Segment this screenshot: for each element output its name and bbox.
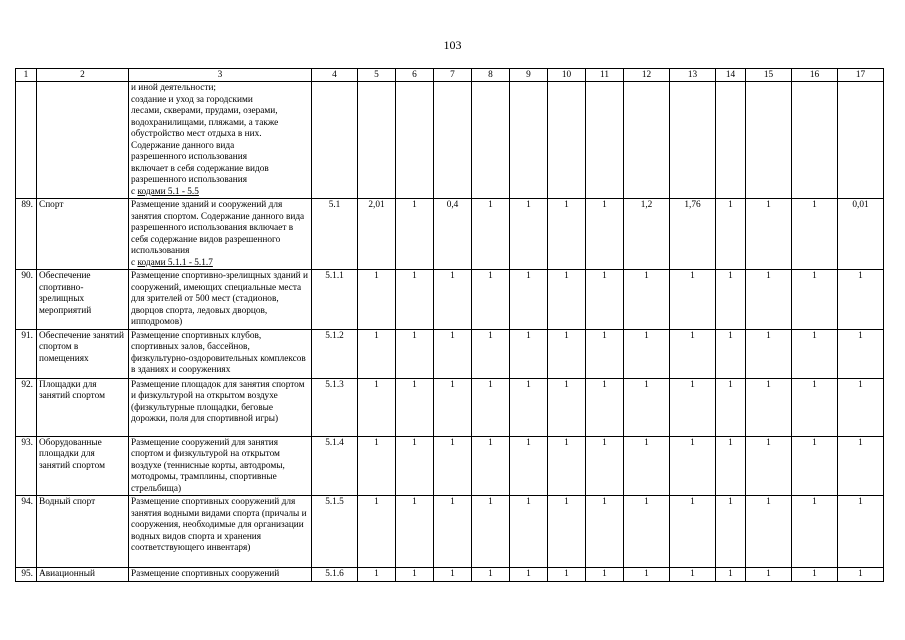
cell-value-col-14: 1: [716, 436, 746, 496]
description-line: включает в себя содержание видов: [131, 163, 269, 174]
cell-value-col-14: 1: [716, 496, 746, 568]
header-cell-9: 9: [510, 69, 548, 82]
description-line: разрешенного использования: [131, 175, 248, 185]
cell-description: [129, 568, 312, 582]
cell-value-col-10: 1: [548, 329, 586, 378]
header-cell-3: 3: [129, 69, 312, 82]
cell-value-col-16: 1: [792, 378, 838, 436]
cell-value-col-8: 1: [472, 436, 510, 496]
cell-name: Оборудованные площадки для занятий спортом: [37, 436, 129, 496]
header-cell-8: 8: [472, 69, 510, 82]
description-line: создание и уход за городскими: [131, 94, 253, 105]
cell-code: 5.1.6: [312, 568, 358, 582]
cell-value-col-15: 1: [746, 199, 792, 270]
cell-value-col-14: 1: [716, 568, 746, 582]
cell-value-col-17: 1: [838, 378, 884, 436]
header-cell-14: 14: [716, 69, 746, 82]
cell-value-col-5: 2,01: [358, 199, 396, 270]
cell-value-col-11: 1: [586, 378, 624, 436]
description-text: Размещение сооружений для занятия спортом и физкультурой на открытом воздухе (теннисные корты, автодромы, мотодромы, трамплины, спортивные стрельбища): [131, 437, 285, 494]
header-cell-13: 13: [670, 69, 716, 82]
cell-value-col-11: 1: [586, 496, 624, 568]
cell-value-col-8: 1: [472, 270, 510, 330]
cell-value-col-17: 1: [838, 496, 884, 568]
cell-code: 5.1.3: [312, 378, 358, 436]
cell-value-col-8: 1: [472, 378, 510, 436]
cell-value-col-10: 1: [548, 496, 586, 568]
cell-value-col-6: 1: [396, 329, 434, 378]
description-link-prefix: с: [131, 186, 138, 197]
cell-value-col-8: 1: [472, 199, 510, 270]
header-cell-2: 2: [37, 69, 129, 82]
cell-value-col-16: 1: [792, 496, 838, 568]
cell-value-col-11: 1: [586, 329, 624, 378]
table-row: [16, 436, 884, 496]
cell-name: Авиационный: [37, 568, 129, 582]
header-cell-12: 12: [624, 69, 670, 82]
cell-value-col-6: 1: [396, 378, 434, 436]
header-cell-17: 17: [838, 69, 884, 82]
cell-value-col-17: 0,01: [838, 199, 884, 270]
description-text: Размещение спортивных клубов, спортивных залов, бассейнов, физкультурно-оздоровительных комплексов в зданиях и сооружениях: [131, 330, 306, 375]
cell-value-col-15: 1: [746, 329, 792, 378]
cell-name: Площадки для занятий спортом: [37, 378, 129, 436]
cell-value-col-16: 1: [792, 436, 838, 496]
cell-num: [16, 82, 37, 199]
cell-description: [129, 329, 312, 378]
cell-value-col-10: 1: [548, 568, 586, 582]
cell-value-col-9: 1: [510, 270, 548, 330]
description-line: обустройство мест отдыха в них.: [131, 129, 262, 139]
cell-value-col-6: 1: [396, 199, 434, 270]
description-link-prefix: с: [131, 257, 138, 268]
header-cell-5: 5: [358, 69, 396, 82]
cell-value-col-16: 1: [792, 568, 838, 582]
cell-value-col-13: 1,76: [670, 199, 716, 270]
cell-value-col-13: 1: [670, 270, 716, 330]
cell-num: 91.: [16, 329, 37, 378]
cell-value-col-7: 1: [434, 436, 472, 496]
cell-value-col-12: 1: [624, 436, 670, 496]
header-cell-1: 1: [16, 69, 37, 82]
cell-value-col-6: 1: [396, 496, 434, 568]
description-line: разрешенного использования: [131, 152, 248, 162]
cell-value-col-17: 1: [838, 329, 884, 378]
cell-name: Обеспечение занятий спортом в помещениях: [37, 329, 129, 378]
cell-value-col-12: 1: [624, 378, 670, 436]
zoning-table: [15, 68, 884, 582]
cell-value-col-7: 1: [434, 496, 472, 568]
cell-value-col-14: 1: [716, 270, 746, 330]
cell-value-col-12: 1: [624, 270, 670, 330]
cell-value-col-12: 1,2: [624, 199, 670, 270]
cell-value-col-8: 1: [472, 329, 510, 378]
cell-value-col-7: 1: [434, 378, 472, 436]
cell-value-col-16: 1: [792, 199, 838, 270]
cell-description: [129, 199, 312, 270]
header-cell-16: 16: [792, 69, 838, 82]
cell-value-col-16: 1: [792, 270, 838, 330]
cell-value-col-17: 1: [838, 568, 884, 582]
cell-value-col-15: 1: [746, 436, 792, 496]
cell-value-col-12: 1: [624, 329, 670, 378]
cell-value-col-7: 1: [434, 568, 472, 582]
cell-value-col-10: 1: [548, 270, 586, 330]
cell-value-col-16: 1: [792, 329, 838, 378]
cell-value-col-10: 1: [548, 436, 586, 496]
description-text: Размещение спортивно-зрелищных зданий и сооружений, имеющих специальные места для зрителей от 500 мест (стадионов, дворцов спорта, ледовых дворцов, ипподромов): [131, 271, 308, 327]
cell-num: 95.: [16, 568, 37, 582]
cell-num: 92.: [16, 378, 37, 436]
cell-value-col-6: 1: [396, 568, 434, 582]
cell-value-col-11: 1: [586, 270, 624, 330]
header-cell-7: 7: [434, 69, 472, 82]
cell-value-col-5: 1: [358, 496, 396, 568]
cell-value-col-13: 1: [670, 496, 716, 568]
cell-value-col-6: 1: [396, 270, 434, 330]
description-text: Размещение спортивных сооружений: [131, 569, 280, 579]
cell-num: 93.: [16, 436, 37, 496]
table-row: [16, 329, 884, 378]
cell-value-col-13: 1: [670, 568, 716, 582]
cell-description: [129, 378, 312, 436]
cell-value-col-9: 1: [510, 329, 548, 378]
cell-value-col-12: 1: [624, 496, 670, 568]
description-text: Размещение спортивных сооружений для занятия водными видами спорта (причалы и сооружения, необходимые для организации водных видов спорта и хранения соответствующего инвентаря): [131, 497, 307, 553]
cell-value-col-7: 1: [434, 270, 472, 330]
header-cell-6: 6: [396, 69, 434, 82]
cell-value-col-15: 1: [746, 496, 792, 568]
cell-code: 5.1.1: [312, 270, 358, 330]
description-line: лесами, скверами, прудами, озерами,: [131, 106, 278, 116]
description-text: Размещение зданий и сооружений для занятия спортом. Содержание данного вида разрешенного использования включает в себя содержание видов разрешенного использования: [131, 200, 305, 256]
cell-value-col-7: 0,4: [434, 199, 472, 270]
cell-description: [129, 436, 312, 496]
cell-value-col-5: 1: [358, 568, 396, 582]
cell-name: Водный спорт: [37, 496, 129, 568]
cell-num: 90.: [16, 270, 37, 330]
cell-value-col-9: 1: [510, 378, 548, 436]
description-line: водохранилищами, пляжами, а также: [131, 117, 279, 128]
cell-code: 5.1.4: [312, 436, 358, 496]
cell-value-col-13: 1: [670, 378, 716, 436]
cell-value-col-11: 1: [586, 436, 624, 496]
description-line: Содержание данного вида: [131, 140, 235, 151]
description-line: и иной деятельности;: [131, 83, 217, 93]
cell-value-col-15: 1: [746, 270, 792, 330]
header-cell-15: 15: [746, 69, 792, 82]
cell-value-col-5: 1: [358, 270, 396, 330]
cell-value-col-15: 1: [746, 568, 792, 582]
cell-value-col-5: 1: [358, 436, 396, 496]
cell-description: [129, 82, 312, 199]
cell-value-col-17: 1: [838, 436, 884, 496]
cell-value-col-8: 1: [472, 496, 510, 568]
table-row: [16, 496, 884, 568]
cell-code: 5.1.2: [312, 329, 358, 378]
cell-value-col-13: 1: [670, 436, 716, 496]
table-row: [16, 378, 884, 436]
table-row: [16, 199, 884, 270]
cell-name: Спорт: [37, 199, 129, 270]
table-row-continuation: [16, 82, 884, 199]
cell-code: 5.1.5: [312, 496, 358, 568]
table-row: [16, 270, 884, 330]
cell-value-col-10: 1: [548, 199, 586, 270]
cell-name: Обеспечение спортивно-зрелищных мероприятий: [37, 270, 129, 330]
cell-value-col-12: 1: [624, 568, 670, 582]
header-cell-10: 10: [548, 69, 586, 82]
cell-value-col-14: 1: [716, 378, 746, 436]
header-cell-11: 11: [586, 69, 624, 82]
codes-link[interactable]: кодами 5.1.1 - 5.1.7: [137, 257, 213, 268]
cell-value-col-5: 1: [358, 378, 396, 436]
cell-value-col-14: 1: [716, 329, 746, 378]
cell-value-col-14: 1: [716, 199, 746, 270]
cell-code: 5.1: [312, 199, 358, 270]
cell-value-col-11: 1: [586, 199, 624, 270]
cell-value-col-11: 1: [586, 568, 624, 582]
cell-value-col-9: 1: [510, 199, 548, 270]
cell-value-col-8: 1: [472, 568, 510, 582]
cell-num: 89.: [16, 199, 37, 270]
cell-value-col-17: 1: [838, 270, 884, 330]
cell-value-col-9: 1: [510, 496, 548, 568]
cell-value-col-5: 1: [358, 329, 396, 378]
cell-value-col-15: 1: [746, 378, 792, 436]
cell-value-col-6: 1: [396, 436, 434, 496]
cell-value-col-13: 1: [670, 329, 716, 378]
page-number: 103: [443, 38, 462, 52]
codes-link[interactable]: кодами 5.1 - 5.5: [137, 186, 199, 197]
cell-value-col-10: 1: [548, 378, 586, 436]
header-row: [16, 69, 884, 82]
cell-num: 94.: [16, 496, 37, 568]
cell-description: [129, 270, 312, 330]
header-cell-4: 4: [312, 69, 358, 82]
table-row: [16, 568, 884, 582]
cell-description: [129, 496, 312, 568]
description-text: Размещение площадок для занятия спортом и физкультурой на открытом воздухе (физкультурные площадки, беговые дорожки, поля для спортивной игры): [131, 379, 305, 424]
cell-name: [37, 82, 129, 199]
cell-value-col-9: 1: [510, 436, 548, 496]
cell-value-col-7: 1: [434, 329, 472, 378]
cell-value-col-9: 1: [510, 568, 548, 582]
